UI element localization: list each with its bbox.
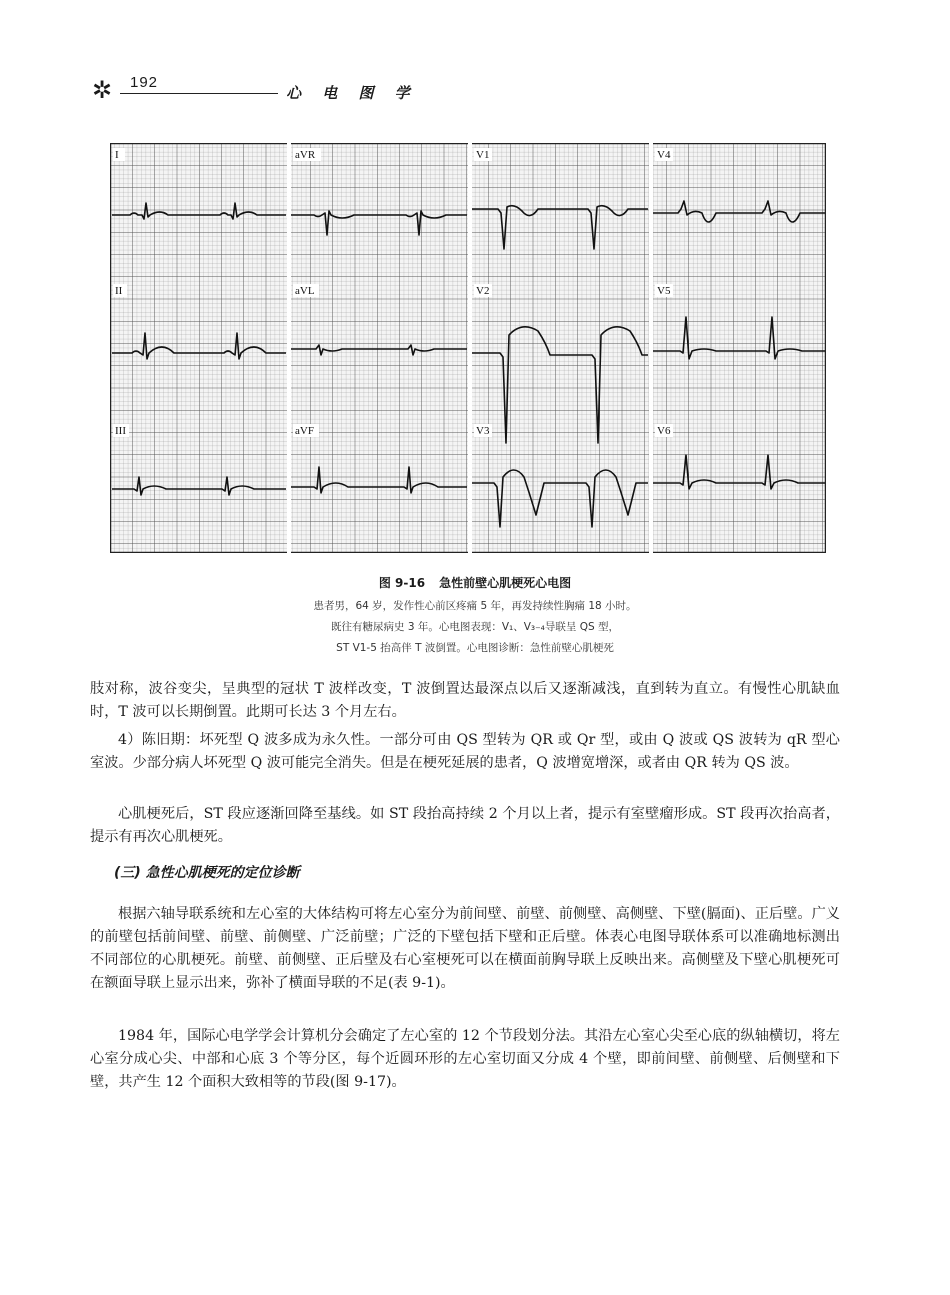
ecg-grid [110, 143, 826, 553]
lead-label-aVF: aVF [295, 425, 314, 437]
header-rule [120, 93, 278, 94]
figure-number: 图 9-16 [378, 576, 426, 590]
figure-caption-title [0, 574, 950, 591]
paragraph-localization: 根据六轴导联系统和左心室的大体结构可将左心室分为前间壁、前壁、前侧壁、高侧壁、下壁(膈面)、正后壁。广义的前壁包括前间壁、前壁、前侧壁、广泛前壁；广泛的下壁包括下壁和正后壁。体表心电图导联体系可以准确地标测出不同部位的心肌梗死。前壁、前侧壁、正后壁及右心室梗死可以在横面前胸导联上反映出来。高侧壁及下壁心肌梗死可在额面导联上显示出来，弥补了横面导联的不足(表 9-1)。 [90, 906, 840, 991]
lead-label-I: I [115, 149, 119, 161]
lead-label-aVR: aVR [295, 149, 316, 161]
paragraph-t-wave: 肢对称，波谷变尖，呈典型的冠状 T 波样改变，T 波倒置达最深点以后又逐渐减浅，直到转为直立。有慢性心肌缺血时，T 波可以长期倒置。此期可长达 3 个月左右。 [90, 681, 840, 720]
lead-label-V5: V5 [657, 285, 671, 297]
lead-label-V4: V4 [657, 149, 671, 161]
paragraph-segments: 1984 年，国际心电学学会计算机分会确定了左心室的 12 个节段划分法。其沿左心室心尖至心底的纵轴横切，将左心室分成心尖、中部和心底 3 个等分区，每个近圆环形的左心室切面又分成 4 个壁，即前间壁、前侧壁、后侧壁和下壁，共产生 12 个面积大致相等的节段(图 9-17)。 [90, 1028, 840, 1090]
paragraph-old-stage: 4）陈旧期：坏死型 Q 波多成为永久性。一部分可由 QS 型转为 QR 或 Qr 型，或由 Q 波或 QS 波转为 qR 型心室波。少部分病人坏死型 Q 波可能完全消失。但是在梗死延展的患者，Q 波增宽增深，或者由 QR 转为 QS 波。 [90, 732, 840, 771]
lead-label-aVL: aVL [295, 285, 315, 297]
section-heading: (三) 急性心肌梗死的定位诊断 [114, 865, 300, 881]
figure-caption-line-2: 既往有糖尿病史 3 年。心电图表现：V₁、V₃₋₄导联呈 QS 型， [331, 621, 619, 633]
paragraph-st-segment: 心肌梗死后，ST 段应逐渐回降至基线。如 ST 段抬高持续 2 个月以上者，提示有室壁瘤形成。ST 段再次抬高者，提示有再次心肌梗死。 [90, 806, 840, 845]
lead-label-III: III [115, 425, 126, 437]
asterisk-ornament-icon: ✲ [92, 76, 113, 104]
figure-caption-line-3: ST V1-5 抬高伴 T 波倒置。心电图诊断：急性前壁心肌梗死 [336, 642, 614, 654]
lead-label-II: II [115, 285, 123, 297]
page-header [92, 76, 422, 102]
figure-title: 急性前壁心肌梗死心电图 [439, 576, 572, 590]
book-title: 心 电 图 学 [286, 84, 418, 102]
lead-label-V2: V2 [476, 285, 490, 297]
lead-label-V1: V1 [476, 149, 490, 161]
ecg-figure [110, 143, 826, 553]
page-number: 192 [130, 74, 159, 91]
figure-caption-line-1: 患者男，64 岁，发作性心前区疼痛 5 年，再发持续性胸痛 18 小时。 [313, 600, 637, 612]
lead-label-V3: V3 [476, 425, 490, 437]
lead-label-V6: V6 [657, 425, 671, 437]
